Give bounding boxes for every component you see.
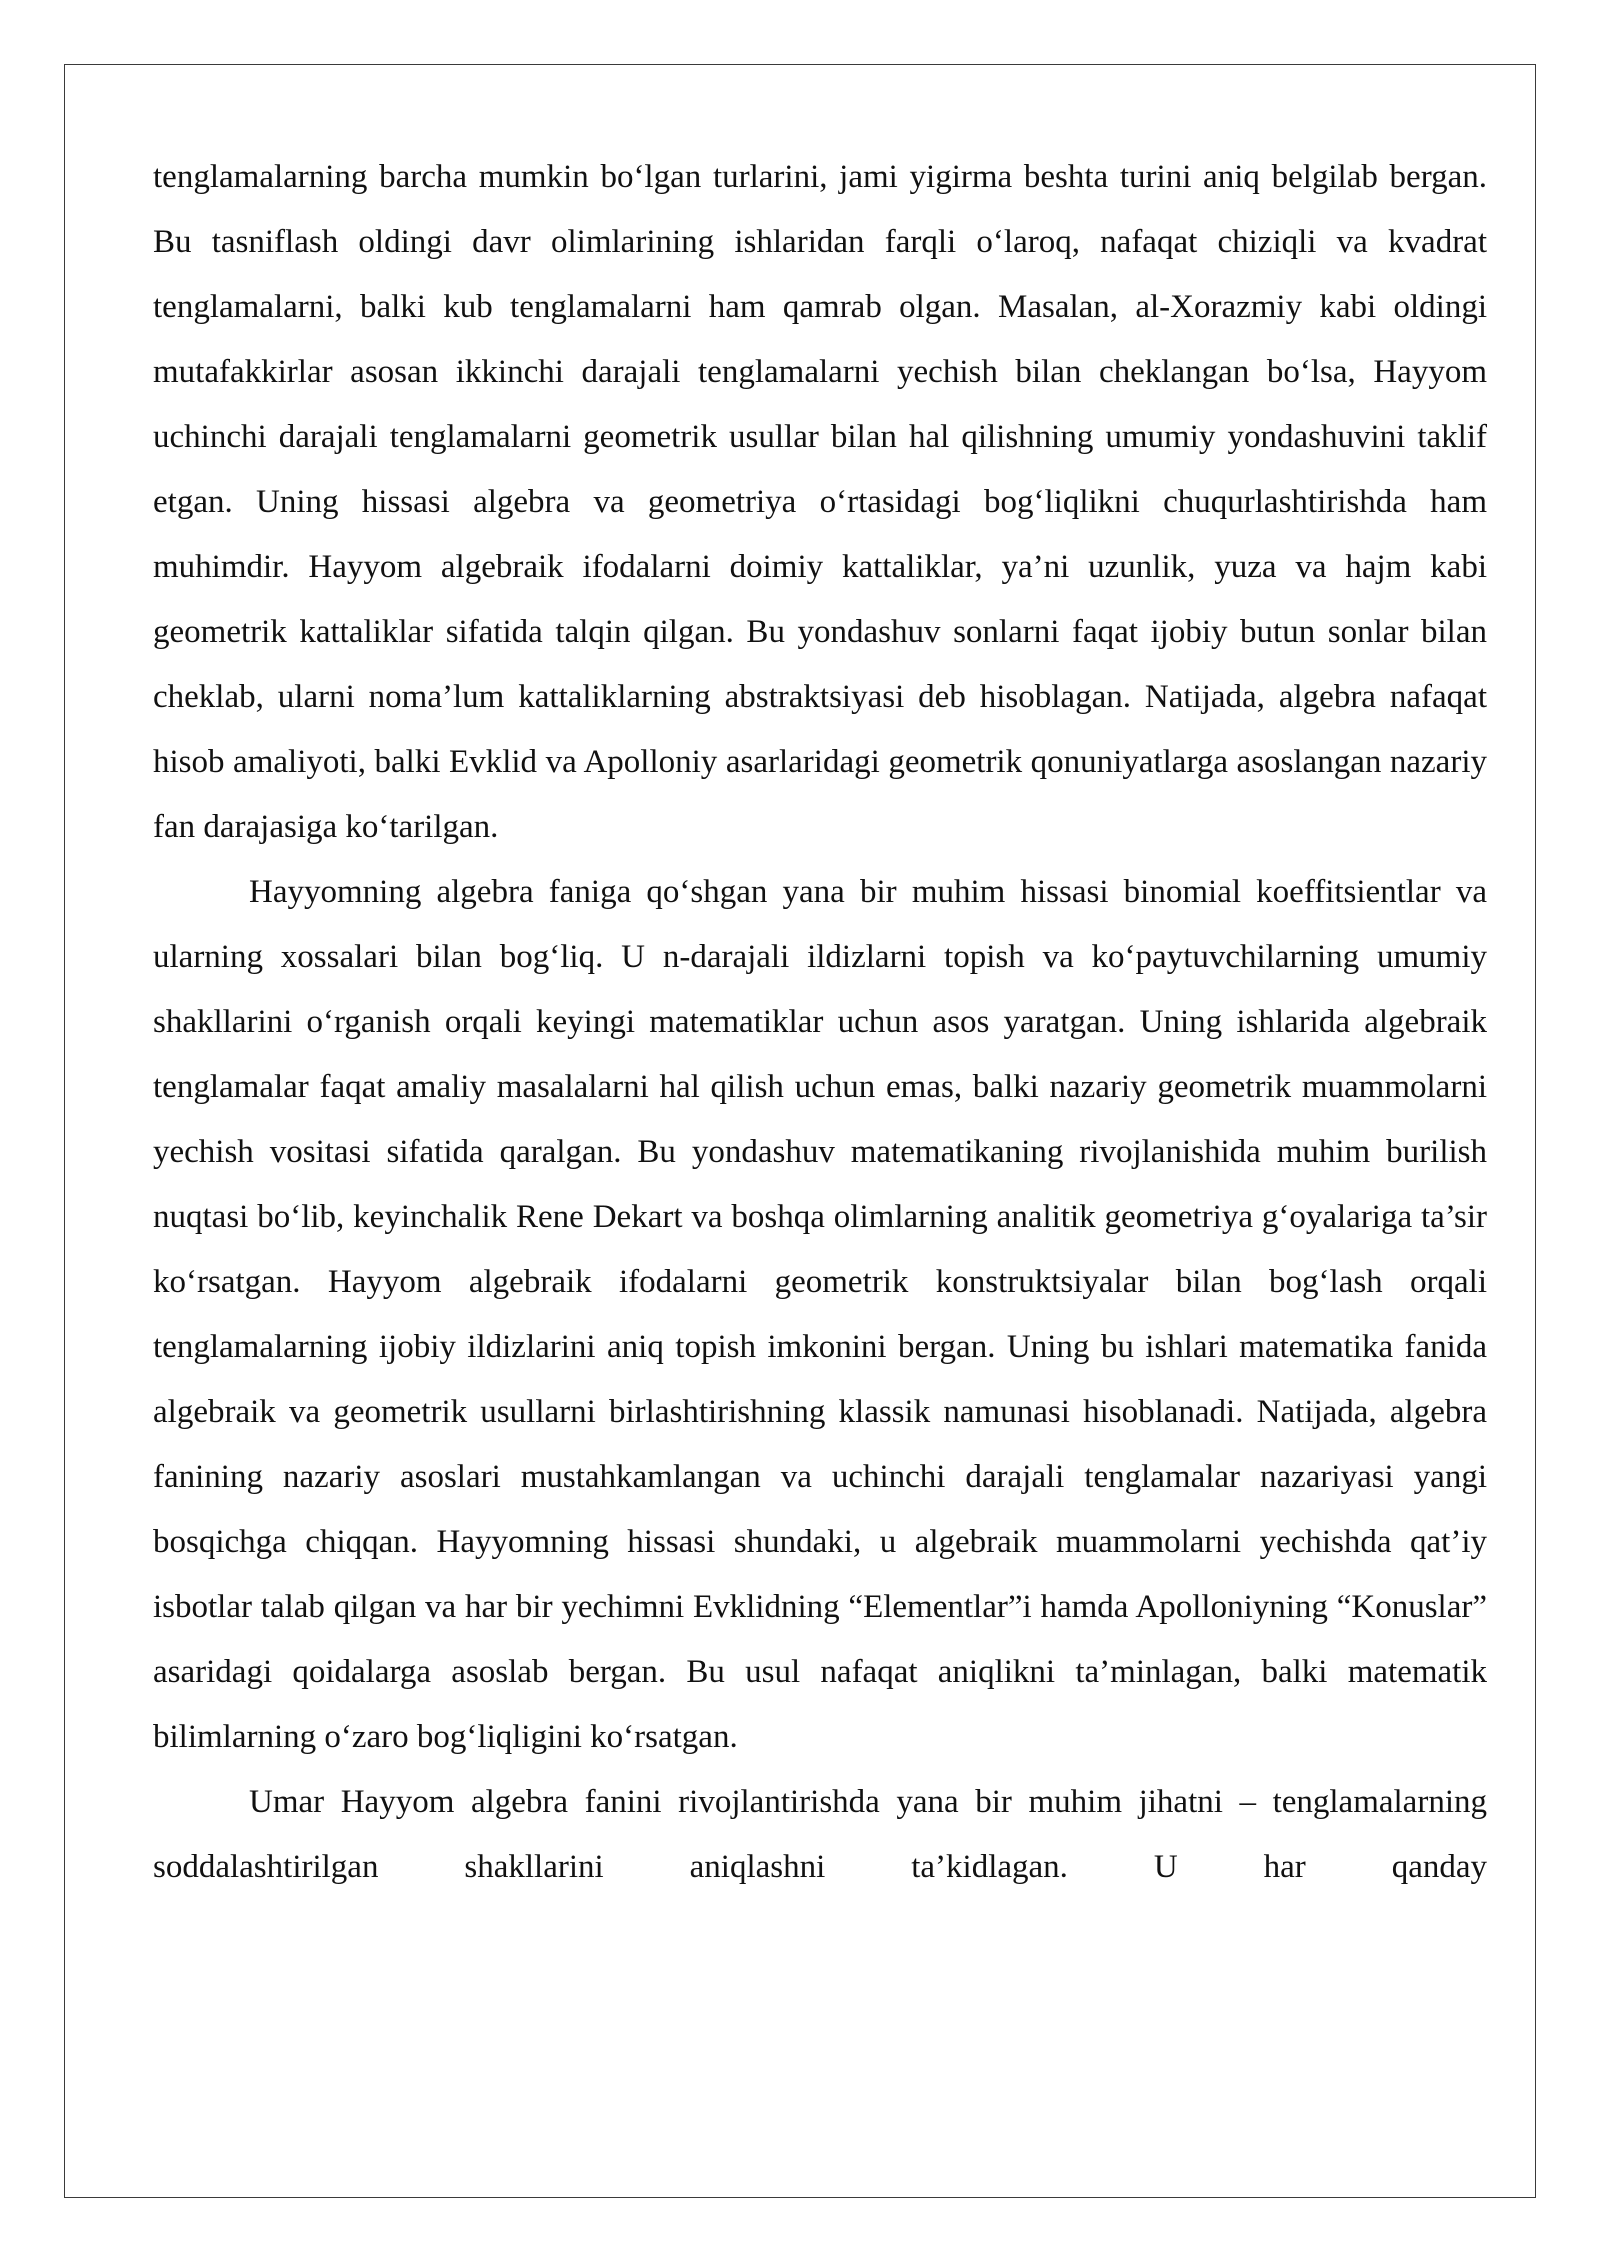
paragraph-1: tenglamalarning barcha mumkin bo‘lgan turlarini, jami yigirma beshta turini aniq belgilab bergan. Bu tasniflash oldingi davr olimlarining ishlaridan farqli o‘laroq, nafaqat chiziqli va kvadrat tenglamalarni, balki kub tenglamalarni ham qamrab olgan. Masalan, al-Xorazmiy kabi oldingi mutafakkirlar asosan ikkinchi darajali tenglamalarni yechish bilan cheklangan bo‘lsa, Hayyom uchinchi darajali tenglamalarni geometrik usullar bilan hal qilishning umumiy yondashuvini taklif etgan. Uning hissasi algebra va geometriya o‘rtasidagi bog‘liqlikni chuqurlashtirishda ham muhimdir. Hayyom algebraik ifodalarni doimiy kattaliklar, ya’ni uzunlik, yuza va hajm kabi geometrik kattaliklar sifatida talqin qilgan. Bu yondashuv sonlarni faqat ijobiy butun sonlar bilan cheklab, ularni noma’lum kattaliklarning abstraktsiyasi deb hisoblagan. Natijada, algebra nafaqat hisob amaliyoti, balki Evklid va Apolloniy asarlaridagi geometrik qonuniyatlarga asoslangan nazariy fan darajasiga ko‘tarilgan. — [153, 159, 1487, 845]
paragraph-2: Hayyomning algebra faniga qo‘shgan yana bir muhim hissasi binomial koeffitsientlar va ularning xossalari bilan bog‘liq. U n-darajali ildizlarni topish va ko‘paytuvchilarning umumiy shakllarini o‘rganish orqali keyingi matematiklar uchun asos yaratgan. Uning ishlarida algebraik tenglamalar faqat amaliy masalalarni hal qilish uchun emas, balki nazariy geometrik muammolarni yechish vositasi sifatida qaralgan. Bu yondashuv matematikaning rivojlanishida muhim burilish nuqtasi bo‘lib, keyinchalik Rene Dekart va boshqa olimlarning analitik geometriya g‘oyalariga ta’sir ko‘rsatgan. Hayyom algebraik ifodalarni geometrik konstruktsiyalar bilan bog‘lash orqali tenglamalarning ijobiy ildizlarini aniq topish imkonini bergan. Uning bu ishlari matematika fanida algebraik va geometrik usullarni birlashtirishning klassik namunasi hisoblanadi. Natijada, algebra fanining nazariy asoslari mustahkamlangan va uchinchi darajali tenglamalar nazariyasi yangi bosqichga chiqqan. Hayyomning hissasi shundaki, u algebraik muammolarni yechishda qat’iy isbotlar talab qilgan va har bir yechimni Evklidning “Elementlar”i hamda Apolloniyning “Konuslar” asaridagi qoidalarga asoslab bergan. Bu usul nafaqat aniqlikni ta’minlagan, balki matematik bilimlarning o‘zaro bog‘liqligini ko‘rsatgan. — [153, 874, 1487, 1755]
document-body — [153, 145, 1487, 1900]
paragraph-3: Umar Hayyom algebra fanini rivojlantirishda yana bir muhim jihatni – tenglamalarning soddalashtirilgan shakllarini aniqlashni ta’kidlagan. U har qanday — [153, 1784, 1487, 1885]
